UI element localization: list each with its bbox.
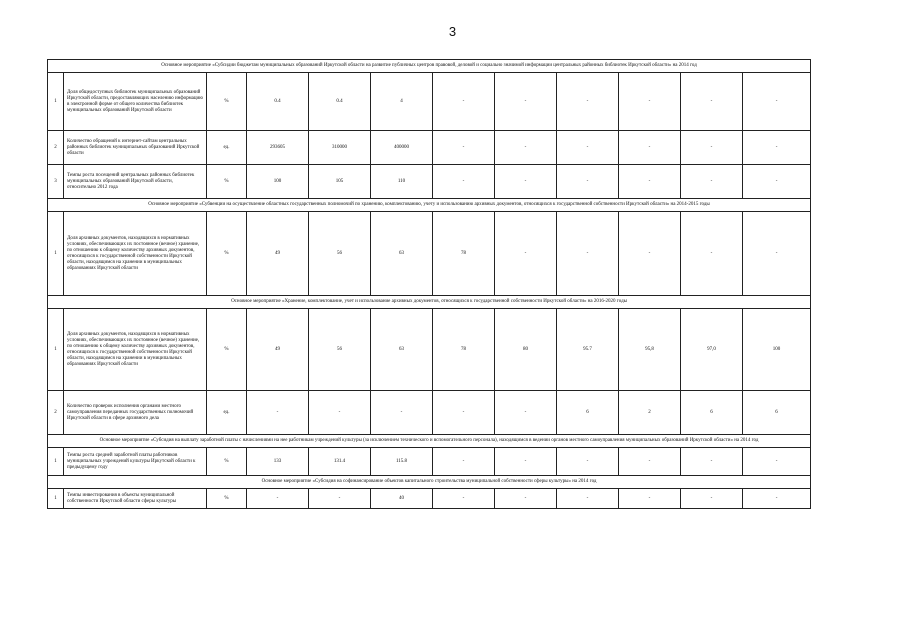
value-cell: 56 (309, 212, 371, 296)
value-cell: - (557, 212, 619, 296)
value-cell: 2 (619, 391, 681, 435)
value-cell: 105 (309, 165, 371, 199)
value-cell: - (433, 73, 495, 131)
value-cell: - (557, 131, 619, 165)
unit-cell: % (207, 448, 247, 476)
value-cell: - (495, 165, 557, 199)
indicator-name: Доля архивных документов, находящихся в нормативных условиях, обеспечивающих их постоянное (вечное) хранение, по отношению к общему количеству архивных документов, относящихся к государственной собственности Иркутской области, находящимся на хранении в муниципальных образованиях Иркутской области (64, 212, 207, 296)
value-cell: - (433, 448, 495, 476)
value-cell: - (743, 489, 811, 509)
value-cell: - (247, 489, 309, 509)
value-cell: 56 (309, 309, 371, 391)
value-cell: 6 (743, 391, 811, 435)
value-cell: 0.4 (247, 73, 309, 131)
indicator-name: Доля архивных документов, находящихся в нормативных условиях, обеспечивающих их постоянное (вечное) хранение, по отношению к общему количеству архивных документов, относящихся к государственной собственности Иркутской области, находящимся на хранении в муниципальных образованиях Иркутской области (64, 309, 207, 391)
row-number: 1 (48, 73, 64, 131)
value-cell: - (619, 489, 681, 509)
section-title: Основное мероприятие «Субсидия на выплату заработной платы с начислениями на нее работникам учреждений культуры (за исключением технического и вспомогательного персонала), находящимся в ведении органов местного самоуправления муниципальных образований Иркутской области» на 2014 год (48, 435, 811, 448)
unit-cell: ед. (207, 131, 247, 165)
value-cell: 310000 (309, 131, 371, 165)
section-title: Основное мероприятие «Субвенции на осуществление областных государственных полномочий по хранению, комплектованию, учету и использованию архивных документов, относящихся к государственной собственности Иркутской области» на 2014-2015 годы (48, 199, 811, 212)
table-row (48, 131, 811, 165)
value-cell: 63 (371, 212, 433, 296)
value-cell: 4 (371, 73, 433, 131)
unit-cell: ед. (207, 391, 247, 435)
value-cell: - (495, 391, 557, 435)
value-cell: - (681, 212, 743, 296)
table-row (48, 309, 811, 391)
section-title: Основное мероприятие «Хранение, комплектование, учет и использование архивных документов, относящихся к государственной собственности Иркутской области» на 2016-2020 годы (48, 296, 811, 309)
table-row (48, 448, 811, 476)
row-number: 2 (48, 131, 64, 165)
value-cell: - (619, 212, 681, 296)
indicator-name: Доля общедоступных библиотек муниципальных образований Иркутской области, предоставляющих населению информацию в электронной форме от общего количества библиотек муниципальных образований Иркутской области (64, 73, 207, 131)
value-cell: - (495, 212, 557, 296)
value-cell: 78 (433, 309, 495, 391)
table-row (48, 391, 811, 435)
value-cell: - (681, 165, 743, 199)
value-cell: - (433, 165, 495, 199)
value-cell: 6 (681, 391, 743, 435)
value-cell: - (557, 489, 619, 509)
value-cell: - (743, 212, 811, 296)
value-cell: - (557, 73, 619, 131)
unit-cell: % (207, 489, 247, 509)
value-cell: 63 (371, 309, 433, 391)
value-cell: 49 (247, 212, 309, 296)
indicator-name: Темпы инвестирования в объекты муниципальной собственности Иркутской области сферы культуры (64, 489, 207, 509)
page-number: 3 (448, 24, 457, 39)
row-number: 3 (48, 165, 64, 199)
unit-cell: % (207, 165, 247, 199)
value-cell: - (619, 131, 681, 165)
value-cell: - (681, 131, 743, 165)
unit-cell: % (207, 212, 247, 296)
value-cell: 0.4 (309, 73, 371, 131)
value-cell: - (371, 391, 433, 435)
value-cell: - (743, 165, 811, 199)
value-cell: - (433, 131, 495, 165)
value-cell: 80 (495, 309, 557, 391)
value-cell: - (557, 448, 619, 476)
value-cell: - (743, 131, 811, 165)
row-number: 1 (48, 212, 64, 296)
value-cell: 400000 (371, 131, 433, 165)
value-cell: 95,8 (619, 309, 681, 391)
value-cell: 6 (557, 391, 619, 435)
value-cell: - (309, 489, 371, 509)
unit-cell: % (207, 309, 247, 391)
value-cell: 49 (247, 309, 309, 391)
indicator-name: Количество обращений к интернет-сайтам центральных районных библиотек муниципальных образований Иркутской области (64, 131, 207, 165)
value-cell: 100 (743, 309, 811, 391)
value-cell: - (557, 165, 619, 199)
value-cell: 115.8 (371, 448, 433, 476)
row-number: 2 (48, 391, 64, 435)
value-cell: 133 (247, 448, 309, 476)
table-row (48, 212, 811, 296)
indicator-name: Темпы роста средней заработной платы работников муниципальных учреждений культуры Иркутской области к предыдущему году (64, 448, 207, 476)
indicator-name: Количество проверок исполнения органами местного самоуправления переданных государственных полномочий Иркутской области в сфере архивного дела (64, 391, 207, 435)
value-cell: - (619, 165, 681, 199)
indicator-name: Темпы роста посещений центральных районных библиотек муниципальных образований Иркутской области, относительно 2012 года (64, 165, 207, 199)
unit-cell: % (207, 73, 247, 131)
value-cell: 95.7 (557, 309, 619, 391)
value-cell: - (743, 448, 811, 476)
table-row (48, 489, 811, 509)
value-cell: - (495, 73, 557, 131)
value-cell: - (495, 448, 557, 476)
table-row (48, 73, 811, 131)
value-cell: - (309, 391, 371, 435)
value-cell: - (247, 391, 309, 435)
value-cell: - (495, 131, 557, 165)
value-cell: - (619, 73, 681, 131)
indicators-table (47, 59, 811, 509)
value-cell: - (495, 489, 557, 509)
value-cell: 78 (433, 212, 495, 296)
value-cell: 293605 (247, 131, 309, 165)
value-cell: 100 (247, 165, 309, 199)
table-row (48, 165, 811, 199)
value-cell: 110 (371, 165, 433, 199)
value-cell: - (743, 73, 811, 131)
value-cell: 131.4 (309, 448, 371, 476)
section-title: Основное мероприятие «Субсидия на софинансирование объектов капитального строительства муниципальной собственности сферы культуры» на 2014 год (48, 476, 811, 489)
value-cell: - (681, 448, 743, 476)
value-cell: - (433, 489, 495, 509)
value-cell: 97,0 (681, 309, 743, 391)
value-cell: 40 (371, 489, 433, 509)
value-cell: - (681, 73, 743, 131)
section-title: Основное мероприятие «Субсидии бюджетам муниципальных образований Иркутской области на развитие публичных центров правовой, деловой и социально значимой информации центральных районных библиотек Иркутской области» на 2014 год (48, 60, 811, 73)
row-number: 1 (48, 448, 64, 476)
row-number: 1 (48, 489, 64, 509)
value-cell: - (619, 448, 681, 476)
value-cell: - (433, 391, 495, 435)
value-cell: - (681, 489, 743, 509)
row-number: 1 (48, 309, 64, 391)
